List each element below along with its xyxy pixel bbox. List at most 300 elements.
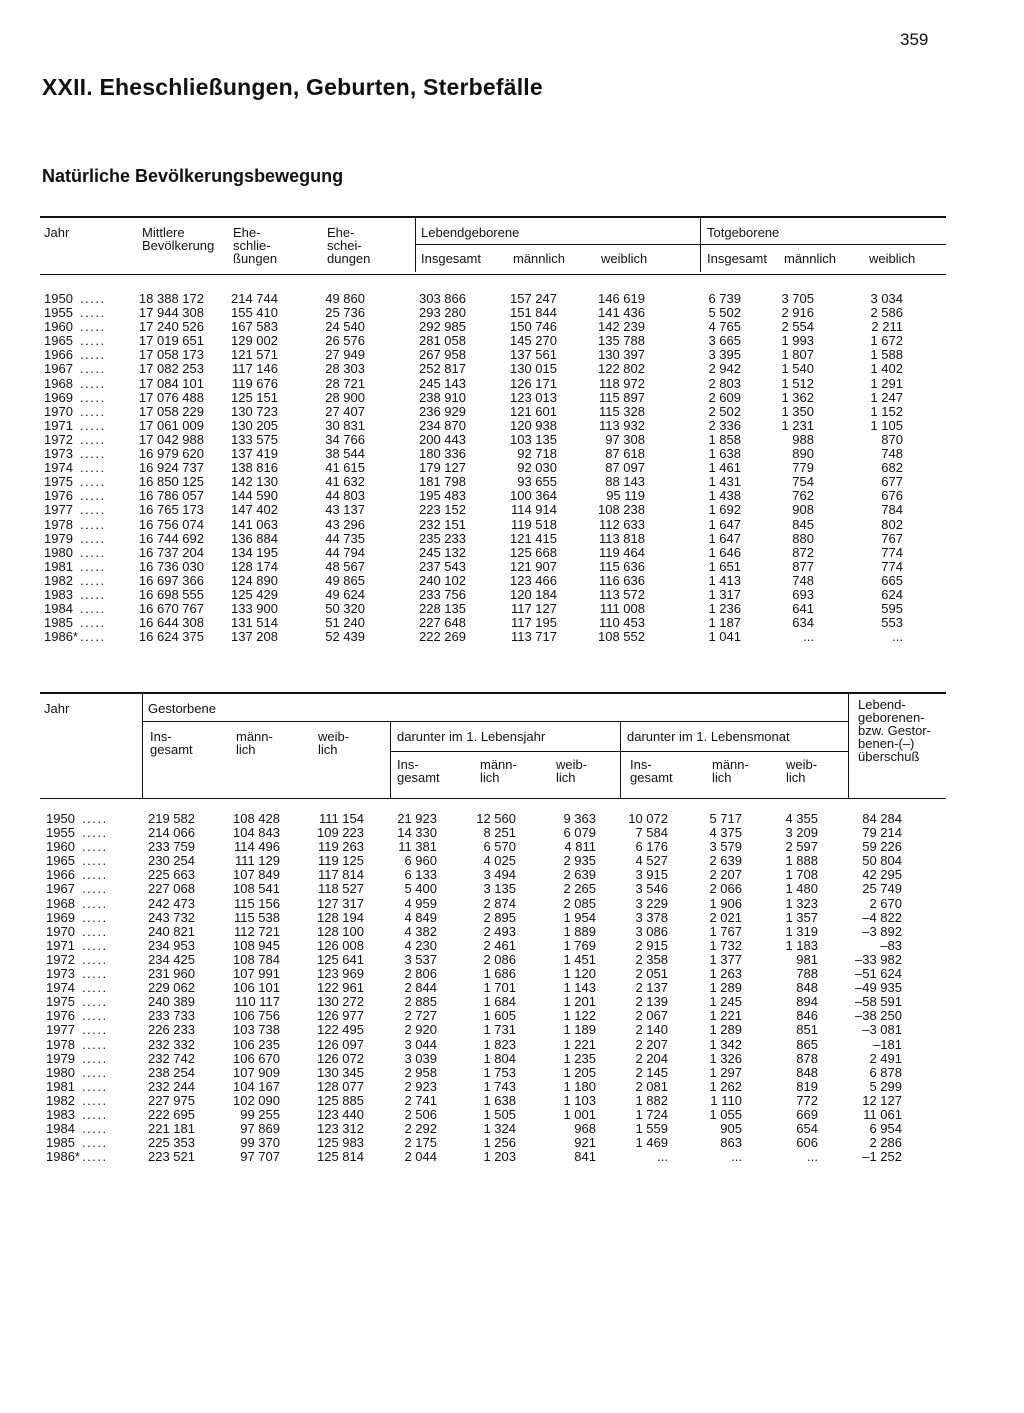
value-cell: 240 102 — [419, 572, 466, 588]
table-row — [0, 1108, 1024, 1122]
value-cell: 12 127 — [862, 1092, 902, 1108]
value-cell: 43 296 — [325, 516, 365, 532]
year-cell: 1981 — [46, 1078, 75, 1094]
value-cell: 95 119 — [606, 488, 645, 504]
value-cell: 119 464 — [598, 544, 645, 560]
value-cell: 3 705 — [781, 291, 814, 306]
table1-header-tg-insgesamt: Insgesamt — [707, 251, 767, 266]
value-cell: 4 527 — [635, 853, 668, 869]
value-cell: 303 866 — [419, 291, 466, 306]
value-cell: 17 076 488 — [138, 389, 204, 405]
year-cell: 1970 — [44, 403, 73, 419]
value-cell: 2 021 — [709, 909, 742, 925]
value-cell: 122 802 — [598, 361, 645, 377]
value-cell: 231 960 — [148, 966, 195, 982]
value-cell: 130 015 — [510, 361, 557, 377]
table-row — [0, 616, 1024, 630]
value-cell: –4 822 — [862, 909, 902, 925]
value-cell: 1 247 — [870, 389, 903, 405]
value-cell: 4 811 — [564, 839, 596, 855]
leader-dots: ..... — [82, 1106, 108, 1122]
leader-dots: ..... — [82, 966, 108, 982]
year-cell: 1950 — [46, 811, 75, 826]
table-row — [0, 433, 1024, 447]
year-cell: 1985 — [46, 1135, 75, 1151]
value-cell: 24 540 — [325, 319, 365, 335]
value-cell: 878 — [796, 1050, 818, 1066]
value-cell: 200 443 — [419, 431, 466, 447]
value-cell: 102 090 — [233, 1092, 280, 1108]
value-cell: 142 239 — [598, 319, 645, 335]
value-cell: 128 077 — [317, 1078, 364, 1094]
value-cell: 774 — [881, 544, 903, 560]
year-cell: 1967 — [46, 881, 75, 897]
value-cell: 108 945 — [233, 937, 280, 953]
value-cell: 16 624 375 — [138, 629, 204, 645]
table-row — [0, 475, 1024, 489]
value-cell: 1 342 — [709, 1036, 742, 1052]
year-cell: 1980 — [46, 1064, 75, 1080]
table-row — [0, 574, 1024, 588]
value-cell: 123 013 — [510, 389, 557, 405]
value-cell: 130 397 — [598, 347, 645, 363]
value-cell: 111 154 — [318, 811, 364, 826]
value-cell: 97 707 — [240, 1149, 280, 1165]
table2-top-rule — [40, 692, 946, 694]
value-cell: 123 440 — [317, 1106, 364, 1122]
value-cell: 27 949 — [325, 347, 365, 363]
value-cell: 1 262 — [709, 1078, 742, 1094]
value-cell: 4 230 — [404, 937, 437, 953]
value-cell: 106 670 — [233, 1050, 280, 1066]
value-cell: 107 991 — [233, 966, 280, 982]
value-cell: 17 240 526 — [138, 319, 204, 335]
value-cell: 233 759 — [148, 839, 195, 855]
table1-header-jahr: Jahr — [44, 225, 70, 240]
value-cell: 748 — [792, 572, 814, 588]
value-cell: 3 034 — [870, 291, 903, 306]
value-cell: 1 001 — [563, 1106, 596, 1122]
value-cell: 2 874 — [483, 895, 516, 911]
value-cell: 1 263 — [709, 966, 742, 982]
value-cell: 38 544 — [325, 446, 365, 462]
value-cell: 5 400 — [404, 881, 437, 897]
table-row — [0, 1150, 1024, 1164]
value-cell: 112 633 — [598, 516, 645, 532]
value-cell: 115 897 — [598, 389, 645, 405]
value-cell: 17 058 229 — [138, 403, 204, 419]
leader-dots: ..... — [80, 431, 106, 447]
value-cell: 2 137 — [635, 980, 668, 996]
value-cell: 17 084 101 — [138, 375, 204, 391]
value-cell: 1 143 — [563, 980, 596, 996]
value-cell: 181 798 — [419, 474, 466, 490]
value-cell: 2 207 — [635, 1036, 668, 1052]
value-cell: 2 639 — [563, 867, 596, 883]
value-cell: 5 502 — [708, 305, 741, 321]
year-cell: 1979 — [44, 530, 73, 546]
value-cell: 1 362 — [781, 389, 814, 405]
value-cell: –33 982 — [855, 951, 902, 967]
value-cell: 117 814 — [317, 867, 364, 883]
value-cell: 6 176 — [635, 839, 668, 855]
year-cell: 1972 — [46, 951, 75, 967]
value-cell: 1 769 — [563, 937, 596, 953]
leader-dots: ..... — [80, 319, 106, 335]
value-cell: 1 180 — [563, 1078, 596, 1094]
leader-dots: ..... — [82, 811, 108, 826]
value-cell: 34 766 — [325, 431, 365, 447]
leader-dots: ..... — [82, 1036, 108, 1052]
table-row — [0, 461, 1024, 475]
year-cell: 1986* — [46, 1149, 80, 1165]
year-cell: 1986* — [44, 629, 78, 645]
value-cell: 128 174 — [231, 558, 278, 574]
value-cell: 225 353 — [148, 1135, 195, 1151]
value-cell: 2 727 — [404, 1008, 437, 1024]
value-cell: 237 543 — [419, 558, 466, 574]
year-cell: 1971 — [46, 937, 75, 953]
table1-header-lebendgeborene: Lebendgeborene — [421, 225, 520, 240]
leader-dots: ..... — [80, 375, 106, 391]
year-cell: 1976 — [44, 488, 73, 504]
value-cell: 905 — [720, 1121, 742, 1137]
value-cell: 654 — [796, 1121, 818, 1137]
value-cell: 5 717 — [709, 811, 742, 826]
value-cell: 41 615 — [325, 460, 365, 476]
value-cell: 114 914 — [510, 502, 557, 518]
value-cell: 1 221 — [709, 1008, 742, 1024]
value-cell: 1 469 — [635, 1135, 668, 1151]
value-cell: 116 636 — [598, 572, 645, 588]
value-cell: ... — [807, 1149, 818, 1165]
year-cell: 1978 — [46, 1036, 75, 1052]
value-cell: 232 151 — [419, 516, 466, 532]
value-cell: 4 355 — [785, 811, 818, 826]
year-cell: 1955 — [44, 305, 73, 321]
value-cell: 112 721 — [233, 923, 280, 939]
value-cell: 772 — [796, 1092, 818, 1108]
value-cell: 127 317 — [317, 895, 364, 911]
value-cell: 222 269 — [419, 629, 466, 645]
leader-dots: ..... — [80, 488, 106, 504]
value-cell: 106 235 — [233, 1036, 280, 1052]
leader-dots: ..... — [80, 530, 106, 546]
value-cell: 819 — [796, 1078, 818, 1094]
value-cell: 848 — [796, 980, 818, 996]
leader-dots: ..... — [80, 460, 106, 476]
value-cell: 1 724 — [635, 1106, 668, 1122]
table1-header-ehescheidungen: Ehe- schei- dungen — [327, 225, 371, 266]
value-cell: 18 388 172 — [138, 291, 204, 306]
value-cell: 2 923 — [404, 1078, 437, 1094]
value-cell: 1 235 — [563, 1050, 596, 1066]
table-row — [0, 602, 1024, 616]
table-row — [0, 532, 1024, 546]
leader-dots: ..... — [82, 881, 108, 897]
value-cell: 99 370 — [240, 1135, 280, 1151]
value-cell: 125 983 — [317, 1135, 364, 1151]
value-cell: 774 — [881, 558, 903, 574]
value-cell: 1 203 — [483, 1149, 516, 1165]
value-cell: 1 413 — [708, 572, 741, 588]
value-cell: 767 — [881, 530, 903, 546]
value-cell: 921 — [574, 1135, 596, 1151]
value-cell: 2 493 — [483, 923, 516, 939]
leader-dots: ..... — [82, 994, 108, 1010]
year-cell: 1968 — [44, 375, 73, 391]
value-cell: 48 567 — [325, 558, 365, 574]
year-cell: 1966 — [46, 867, 75, 883]
value-cell: 2 942 — [708, 361, 741, 377]
value-cell: 1 647 — [708, 530, 741, 546]
value-cell: 50 804 — [862, 853, 902, 869]
value-cell: 125 885 — [317, 1092, 364, 1108]
table2-header-lebensmonat: darunter im 1. Lebensmonat — [627, 729, 790, 744]
value-cell: –1 252 — [862, 1149, 902, 1165]
value-cell: 141 436 — [598, 305, 645, 321]
value-cell: 108 428 — [233, 811, 280, 826]
value-cell: 665 — [881, 572, 903, 588]
value-cell: 130 205 — [231, 417, 278, 433]
leader-dots: ..... — [80, 291, 106, 306]
table2-header-insgesamt: Ins- gesamt — [150, 729, 193, 757]
year-cell: 1984 — [46, 1121, 75, 1137]
table-row — [0, 292, 1024, 306]
value-cell: 106 101 — [233, 980, 280, 996]
value-cell: 118 527 — [317, 881, 364, 897]
value-cell: 16 736 030 — [138, 558, 204, 574]
value-cell: 1 684 — [483, 994, 516, 1010]
table-row — [0, 503, 1024, 517]
table1-header-totgeborene: Totgeborene — [707, 225, 780, 240]
value-cell: 2 597 — [785, 839, 818, 855]
value-cell: 121 415 — [510, 530, 557, 546]
value-cell: 754 — [792, 474, 814, 490]
value-cell: 634 — [792, 615, 814, 631]
year-cell: 1967 — [44, 361, 73, 377]
year-cell: 1965 — [44, 333, 73, 349]
table2-header-rule — [40, 798, 946, 799]
table-row — [0, 447, 1024, 461]
leader-dots: ..... — [80, 601, 106, 617]
value-cell: 180 336 — [419, 446, 466, 462]
value-cell: 128 194 — [317, 909, 364, 925]
value-cell: 641 — [792, 601, 814, 617]
value-cell: 3 378 — [635, 909, 668, 925]
leader-dots: ..... — [80, 446, 106, 462]
leader-dots: ..... — [82, 937, 108, 953]
leader-dots: ..... — [82, 1135, 108, 1151]
leader-dots: ..... — [80, 516, 106, 532]
leader-dots: ..... — [80, 474, 106, 490]
value-cell: 157 247 — [510, 291, 557, 306]
year-cell: 1960 — [44, 319, 73, 335]
value-cell: 1 732 — [709, 937, 742, 953]
value-cell: 117 146 — [231, 361, 278, 377]
value-cell: 26 576 — [325, 333, 365, 349]
value-cell: 2 051 — [635, 966, 668, 982]
value-cell: 1 326 — [709, 1050, 742, 1066]
value-cell: ... — [803, 629, 814, 645]
value-cell: 137 419 — [231, 446, 278, 462]
value-cell: 2 554 — [781, 319, 814, 335]
value-cell: 167 583 — [231, 319, 278, 335]
table1-sub-rule — [700, 244, 946, 245]
value-cell: 676 — [881, 488, 903, 504]
value-cell: 669 — [796, 1106, 818, 1122]
value-cell: 2 916 — [781, 305, 814, 321]
year-cell: 1972 — [44, 431, 73, 447]
value-cell: 179 127 — [419, 460, 466, 476]
value-cell: 146 619 — [598, 291, 645, 306]
value-cell: 59 226 — [862, 839, 902, 855]
value-cell: 17 061 009 — [138, 417, 204, 433]
value-cell: 1 236 — [708, 601, 741, 617]
value-cell: 1 906 — [709, 895, 742, 911]
value-cell: 4 959 — [404, 895, 437, 911]
value-cell: 851 — [796, 1022, 818, 1038]
value-cell: 1 231 — [781, 417, 814, 433]
value-cell: 125 668 — [510, 544, 557, 560]
value-cell: 848 — [796, 1064, 818, 1080]
value-cell: 1 993 — [781, 333, 814, 349]
year-cell: 1966 — [44, 347, 73, 363]
table-row — [0, 1038, 1024, 1052]
value-cell: 1 888 — [785, 853, 818, 869]
value-cell: 17 082 253 — [138, 361, 204, 377]
value-cell: 3 039 — [404, 1050, 437, 1066]
table2-gestorbene-rule — [142, 721, 848, 722]
value-cell: 108 552 — [598, 629, 645, 645]
value-cell: 880 — [792, 530, 814, 546]
value-cell: 119 676 — [231, 375, 278, 391]
value-cell: 92 030 — [517, 460, 557, 476]
value-cell: 2 586 — [870, 305, 903, 321]
value-cell: 1 767 — [709, 923, 742, 939]
table-row — [0, 1080, 1024, 1094]
value-cell: 109 223 — [317, 825, 364, 841]
value-cell: 240 389 — [148, 994, 195, 1010]
value-cell: –58 591 — [855, 994, 902, 1010]
value-cell: 128 100 — [317, 923, 364, 939]
value-cell: 1 651 — [708, 558, 741, 574]
value-cell: 1 505 — [483, 1106, 516, 1122]
leader-dots: ..... — [82, 1064, 108, 1080]
value-cell: 1 638 — [708, 446, 741, 462]
value-cell: 841 — [574, 1149, 596, 1165]
value-cell: 1 289 — [709, 1022, 742, 1038]
leader-dots: ..... — [82, 1121, 108, 1137]
value-cell: 2 145 — [635, 1064, 668, 1080]
value-cell: 245 143 — [419, 375, 466, 391]
table-row — [0, 518, 1024, 532]
value-cell: 890 — [792, 446, 814, 462]
value-cell: 16 786 057 — [138, 488, 204, 504]
year-cell: 1960 — [46, 839, 75, 855]
value-cell: 3 915 — [635, 867, 668, 883]
value-cell: 1 512 — [781, 375, 814, 391]
value-cell: 114 496 — [233, 839, 280, 855]
table2-header-weiblich: weib- lich — [318, 729, 350, 757]
value-cell: 155 410 — [231, 305, 278, 321]
value-cell: 16 670 767 — [138, 601, 204, 617]
value-cell: –181 — [873, 1036, 902, 1052]
leader-dots: ..... — [80, 347, 106, 363]
value-cell: 25 749 — [862, 881, 902, 897]
value-cell: 3 135 — [483, 881, 516, 897]
table-row — [0, 1066, 1024, 1080]
value-cell: 238 910 — [419, 389, 466, 405]
value-cell: 150 746 — [510, 319, 557, 335]
value-cell: 1 350 — [781, 403, 814, 419]
value-cell: 1 245 — [709, 994, 742, 1010]
value-cell: 93 655 — [517, 474, 557, 490]
value-cell: 6 960 — [404, 853, 437, 869]
chapter-title: XXII. Eheschließungen, Geburten, Sterbefälle — [42, 74, 543, 100]
value-cell: 1 377 — [709, 951, 742, 967]
leader-dots: ..... — [82, 825, 108, 841]
value-cell: 3 395 — [708, 347, 741, 363]
value-cell: 227 068 — [148, 881, 195, 897]
year-cell: 1984 — [44, 601, 73, 617]
table-row — [0, 854, 1024, 868]
value-cell: 2 044 — [404, 1149, 437, 1165]
table2-header-maennlich: männ- lich — [236, 729, 273, 757]
leader-dots: ..... — [82, 1022, 108, 1038]
value-cell: 2 885 — [404, 994, 437, 1010]
value-cell: 223 152 — [419, 502, 466, 518]
value-cell: 141 063 — [231, 516, 278, 532]
value-cell: 1 041 — [708, 629, 741, 645]
year-cell: 1985 — [44, 615, 73, 631]
value-cell: 2 491 — [869, 1050, 902, 1066]
year-cell: 1973 — [44, 446, 73, 462]
table-row — [0, 405, 1024, 419]
value-cell: 2 358 — [635, 951, 668, 967]
value-cell: 227 648 — [419, 615, 466, 631]
value-cell: 1 559 — [635, 1121, 668, 1137]
value-cell: 5 299 — [869, 1078, 902, 1094]
table-row — [0, 334, 1024, 348]
value-cell: 2 639 — [709, 853, 742, 869]
table1-header-mittlere: Mittlere Bevölkerung — [142, 225, 215, 253]
value-cell: 232 244 — [148, 1078, 195, 1094]
value-cell: 131 514 — [231, 615, 278, 631]
value-cell: 748 — [881, 446, 903, 462]
value-cell: 108 238 — [598, 502, 645, 518]
table-row — [0, 348, 1024, 362]
leader-dots: ..... — [80, 305, 106, 321]
value-cell: 111 008 — [599, 601, 645, 617]
table-row — [0, 1136, 1024, 1150]
value-cell: 228 135 — [419, 601, 466, 617]
value-cell: 16 697 366 — [138, 572, 204, 588]
value-cell: 234 870 — [419, 417, 466, 433]
value-cell: 1 686 — [483, 966, 516, 982]
value-cell: 126 072 — [317, 1050, 364, 1066]
value-cell: 788 — [796, 966, 818, 982]
value-cell: 16 765 173 — [138, 502, 204, 518]
value-cell: 125 641 — [317, 951, 364, 967]
table1-header-rule — [40, 274, 946, 275]
value-cell: 1 289 — [709, 980, 742, 996]
value-cell: 120 184 — [510, 586, 557, 602]
year-cell: 1978 — [44, 516, 73, 532]
table-row — [0, 362, 1024, 376]
value-cell: 968 — [574, 1121, 596, 1137]
table-row — [0, 911, 1024, 925]
